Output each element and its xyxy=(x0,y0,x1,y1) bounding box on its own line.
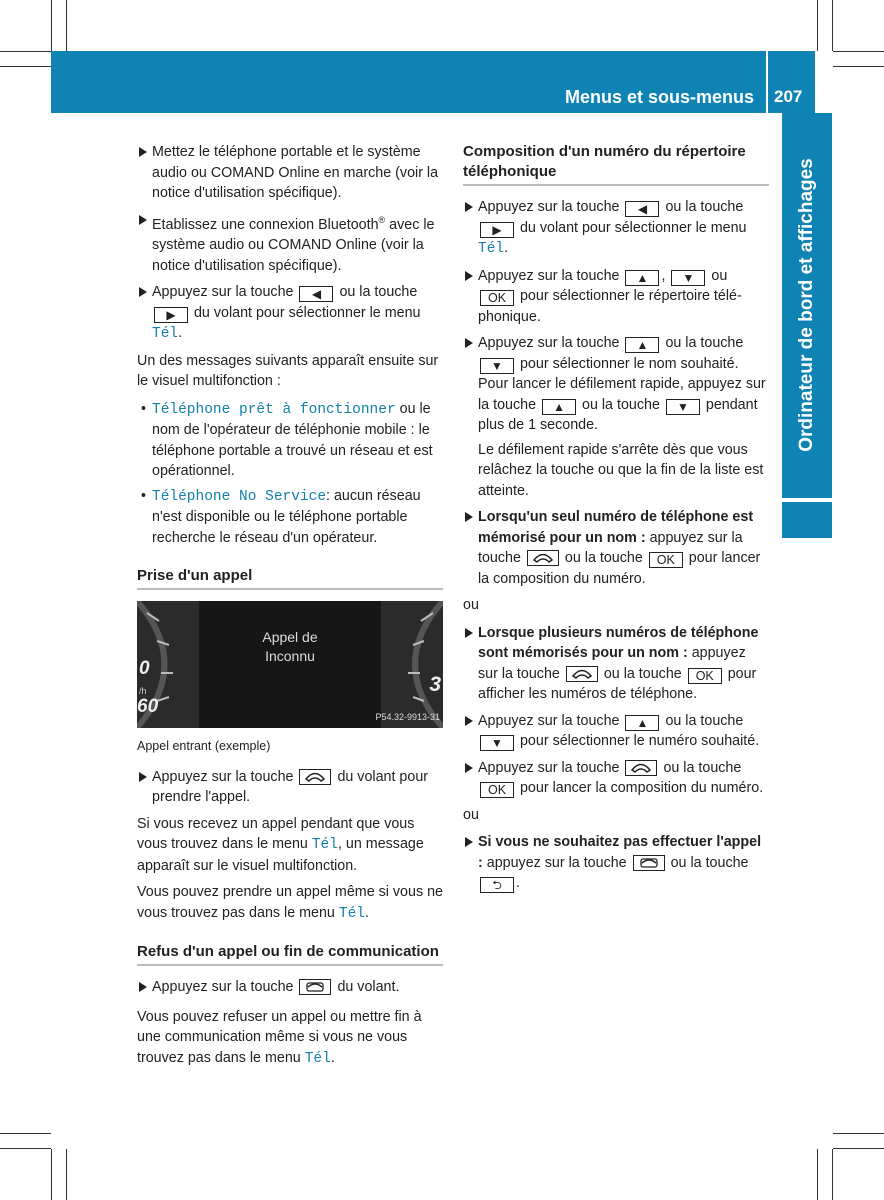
step-text: du volant pour sélectionner le menu xyxy=(193,304,421,321)
step-text: ou la touche xyxy=(564,550,643,566)
step-text: pour lancer la composition du numéro. xyxy=(519,780,764,796)
instruction-step xyxy=(137,142,443,204)
up-arrow-key-icon: ▲ xyxy=(542,399,576,415)
menu-name-tel: Tél xyxy=(304,1050,331,1067)
crop-mark xyxy=(66,1149,67,1200)
step-text: du volant. xyxy=(337,979,400,995)
instruction-step xyxy=(463,832,769,894)
menu-name-tel: Tél xyxy=(152,326,179,342)
step-text: appuyez sur la touche xyxy=(482,854,627,871)
phone-end-key-icon xyxy=(299,979,331,995)
menu-name-tel: Tél xyxy=(311,837,338,853)
step-text: pour sélectionner le numéro souhaité. xyxy=(519,733,760,749)
display-message: Téléphone prêt à fonctionner xyxy=(152,401,396,418)
bullet-text: : aucun réseau n'est disponible ou le téléphone portable recherche le réseau d'un opérateur. xyxy=(152,487,421,546)
section-heading: Composition d'un numéro du répertoire téléphonique xyxy=(463,142,769,186)
punctuation: . xyxy=(504,240,509,256)
step-text: Appuyez sur la touche xyxy=(152,768,294,785)
step-text: ou la touche xyxy=(339,284,418,300)
punctuation: . xyxy=(178,325,183,341)
paragraph xyxy=(137,1007,443,1070)
phone-end-key-icon xyxy=(633,855,665,871)
crop-mark xyxy=(817,0,818,51)
up-arrow-key-icon: ▲ xyxy=(625,270,659,286)
down-arrow-key-icon: ▼ xyxy=(480,358,514,374)
instruction-step xyxy=(463,266,769,328)
down-arrow-key-icon: ▼ xyxy=(666,399,700,415)
section-heading: Prise d'un appel xyxy=(137,566,443,590)
step-text: ou la touche xyxy=(663,759,742,776)
punctuation: . xyxy=(364,904,369,921)
registered-mark: ® xyxy=(378,214,386,225)
gauge-number: 0 xyxy=(139,658,150,679)
instruction-step xyxy=(463,333,769,501)
ok-key-icon: OK xyxy=(688,668,722,684)
instruction-step xyxy=(463,711,769,752)
paragraph xyxy=(137,814,443,877)
step-text: pour sélectionner le nom souhaité. xyxy=(519,355,739,372)
step-condition: Si vous ne souhaitez pas effectuer l'appel : xyxy=(478,834,762,871)
up-arrow-key-icon: ▲ xyxy=(625,337,659,353)
up-arrow-key-icon: ▲ xyxy=(625,715,659,731)
chapter-tab xyxy=(782,113,832,498)
ok-key-icon: OK xyxy=(649,552,683,568)
step-text: Appuyez sur la touche xyxy=(152,284,294,300)
ok-key-icon: OK xyxy=(480,290,514,306)
instruction-step xyxy=(137,210,443,277)
paragraph-text: Si vous recevez un appel pendant que vous vous trouvez dans le menu xyxy=(137,815,415,852)
crop-mark xyxy=(833,66,884,67)
instruction-step xyxy=(137,282,443,345)
left-arrow-key-icon: ◀ xyxy=(299,286,333,302)
right-arrow-key-icon: ▶ xyxy=(154,307,188,323)
or-separator: ou xyxy=(463,806,479,823)
instruction-step xyxy=(137,977,443,998)
display-message: Téléphone No Service xyxy=(152,488,327,505)
page-header xyxy=(51,51,766,113)
step-text: appuyez sur la touche xyxy=(478,529,743,566)
gauge-number: 60 xyxy=(137,696,159,717)
step-text: pour afficher les numéros de téléphone. xyxy=(478,665,757,702)
section-heading: Refus d'un appel ou fin de communication xyxy=(137,942,443,966)
crop-mark xyxy=(832,0,833,51)
image-caption: Appel entrant (exemple) xyxy=(137,739,271,753)
page-title: Menus et sous-menus xyxy=(564,86,754,107)
crop-mark xyxy=(833,51,884,52)
right-column xyxy=(463,142,769,900)
step-text: ou la touche xyxy=(603,665,682,682)
crop-mark xyxy=(832,1149,833,1200)
left-column xyxy=(137,142,443,1076)
step-condition: Lorsque plusieurs numéros de téléphone sont mémorisés pour un nom : xyxy=(478,624,759,661)
crop-mark xyxy=(833,1133,884,1134)
back-key-icon: ⮌ xyxy=(480,877,514,893)
step-text: Appuyez sur la touche xyxy=(478,199,620,215)
display-line-1: Appel de xyxy=(262,629,318,645)
chapter-tab-label: Ordinateur de bord et affichages xyxy=(795,158,817,452)
punctuation: . xyxy=(516,875,520,891)
step-text: ou la touche xyxy=(582,396,660,413)
step-condition: Lorsqu'un seul numéro de téléphone est mémorisé pour un nom : xyxy=(478,509,754,546)
step-text: ou la touche xyxy=(665,335,744,351)
bullet-text: ou le nom de l'opérateur de téléphonie mobile : le téléphone portable a trouvé un réseau et est opérationnel. xyxy=(152,400,433,479)
instruction-step xyxy=(463,758,769,799)
gauge-number: 3 xyxy=(429,673,441,696)
step-text: du volant pour sélectionner le menu xyxy=(519,219,747,236)
step-text: Appuyez sur la touche xyxy=(478,759,620,776)
phone-accept-key-icon xyxy=(299,769,331,785)
menu-name-tel: Tél xyxy=(478,241,505,257)
step-text: pendant plus de 1 seconde. xyxy=(478,396,758,433)
crop-mark xyxy=(833,1148,884,1149)
instrument-cluster-image xyxy=(137,601,443,728)
step-text: avec le système audio ou COMAND Online (voir la notice d'utilisation spécifique). xyxy=(152,216,435,274)
step-text: ou xyxy=(711,267,728,284)
punctuation: , xyxy=(661,267,666,284)
step-text: Appuyez sur la touche xyxy=(478,335,620,351)
paragraph-text: Vous pouvez refuser un appel ou mettre fin à une communication même si vous ne vous trouvez pas dans le menu xyxy=(137,1008,422,1066)
bullet-item xyxy=(137,486,443,549)
step-text: ou la touche xyxy=(665,712,744,729)
phone-accept-key-icon xyxy=(527,550,559,566)
phone-accept-key-icon xyxy=(566,666,598,682)
chapter-marker xyxy=(782,502,832,538)
crop-mark xyxy=(51,0,52,51)
step-detail: Le défilement rapide s'arrête dès que vous relâchez la touche ou que la fin de la liste est atteinte. xyxy=(478,441,764,499)
step-text: ou la touche xyxy=(670,854,749,871)
paragraph-text: Vous pouvez prendre un appel même si vous ne vous trouvez pas dans le menu xyxy=(137,884,443,921)
instruction-step xyxy=(463,197,769,260)
step-text: Etablissez une connexion Bluetooth xyxy=(152,216,379,233)
phone-accept-key-icon xyxy=(625,760,657,776)
page-number: 207 xyxy=(774,86,803,106)
ok-key-icon: OK xyxy=(480,782,514,798)
down-arrow-key-icon: ▼ xyxy=(480,735,514,751)
crop-mark xyxy=(817,1149,818,1200)
bullet-item xyxy=(137,399,443,482)
display-line-2: Inconnu xyxy=(265,648,315,664)
step-text: pour lancer la composition du numéro. xyxy=(478,550,761,587)
down-arrow-key-icon: ▼ xyxy=(671,270,705,286)
or-separator: ou xyxy=(463,597,479,613)
step-text: Pour lancer le défilement rapide, appuyez sur la touche xyxy=(478,376,766,413)
step-text: du volant pour prendre l'appel. xyxy=(152,768,429,805)
instruction-step xyxy=(463,507,769,589)
crop-mark xyxy=(66,0,67,51)
step-text: Appuyez sur la touche xyxy=(478,267,620,284)
crop-mark xyxy=(0,1148,51,1149)
image-reference: P54.32-9913-31 xyxy=(375,711,440,722)
left-arrow-key-icon: ◀ xyxy=(625,201,659,217)
crop-mark xyxy=(0,1133,51,1134)
menu-name-tel: Tél xyxy=(338,905,365,922)
crop-mark xyxy=(0,66,51,67)
step-text: Appuyez sur la touche xyxy=(152,979,294,995)
right-arrow-key-icon: ▶ xyxy=(480,222,514,238)
step-text: pour sélectionner le répertoire téléphonique. xyxy=(478,288,742,325)
page-number-box xyxy=(768,51,815,113)
crop-mark xyxy=(51,1149,52,1200)
step-detail xyxy=(478,374,769,436)
gauge-unit: /h xyxy=(139,686,147,696)
instruction-step xyxy=(463,623,769,705)
step-text: ou la touche xyxy=(665,199,744,215)
paragraph xyxy=(137,882,443,924)
instruction-step xyxy=(137,767,443,808)
punctuation: . xyxy=(330,1049,335,1066)
crop-mark xyxy=(0,51,51,52)
step-text: Mettez le téléphone portable et le système audio ou COMAND Online en marche (voir la notice d'utilisation spécifique). xyxy=(152,144,439,201)
paragraph: Un des messages suivants apparaît ensuite sur le visuel multifonction : xyxy=(137,352,439,389)
step-text: appuyez sur la touche xyxy=(478,645,746,682)
paragraph-text: , un message apparaît sur le visuel multifonction. xyxy=(137,836,424,874)
step-text: Appuyez sur la touche xyxy=(478,712,620,729)
